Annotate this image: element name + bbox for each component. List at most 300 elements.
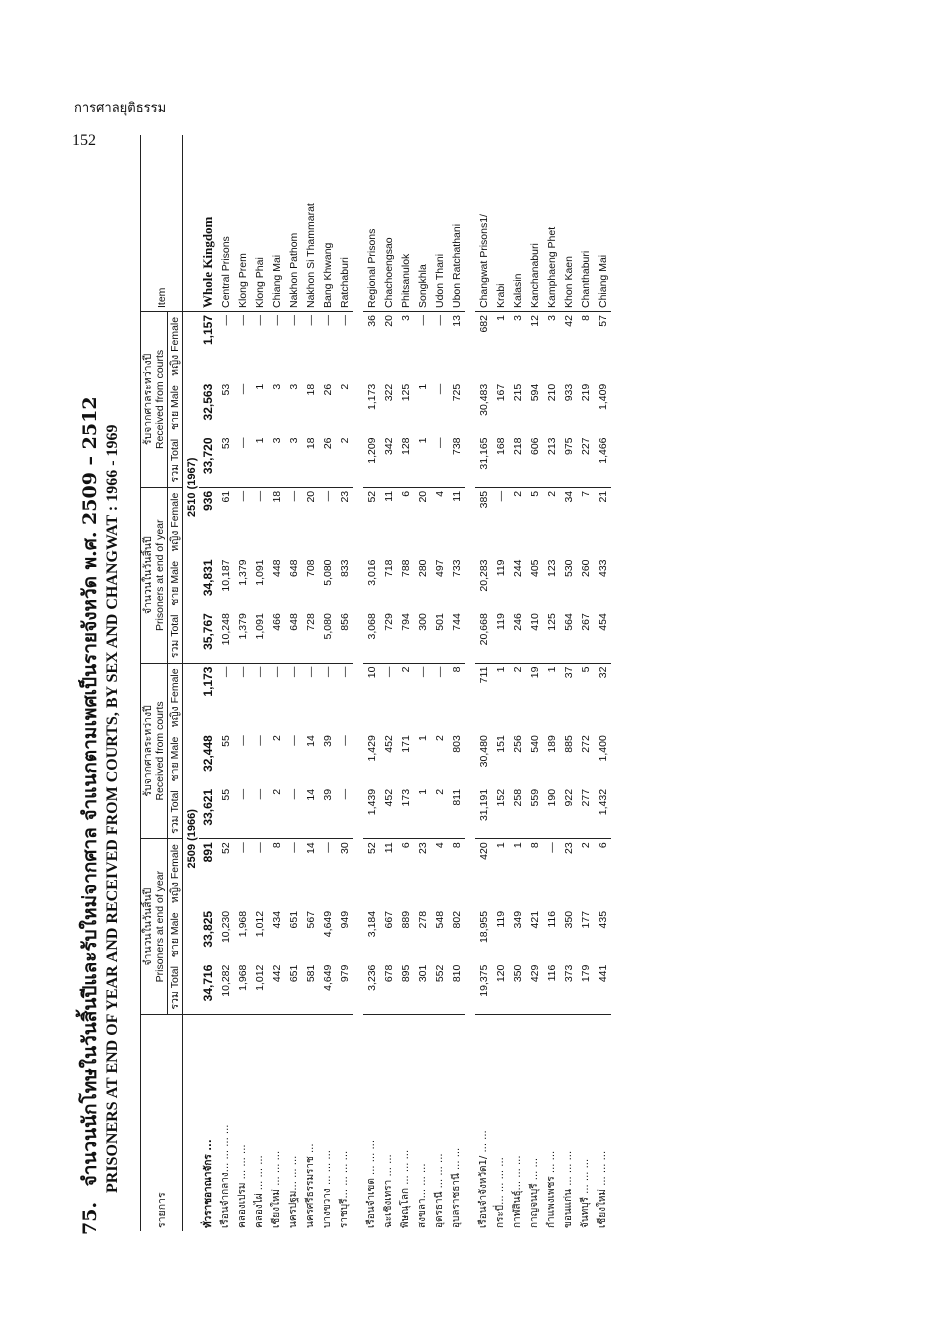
row-value-cell: 452 — [380, 786, 397, 839]
row-value-cell: 448 — [270, 559, 283, 577]
row-value-cell: 2 — [268, 786, 285, 839]
row-value-cell: 116 — [545, 910, 558, 928]
row-gap-cell — [465, 135, 475, 1231]
row-value-cell: 177 — [579, 910, 592, 929]
row-value-cell: — — [236, 383, 249, 395]
year-label-1966: 2509 (1966) — [183, 663, 200, 1014]
row-value-cell: 651 — [285, 962, 302, 1015]
row-value-cell: 350 — [509, 962, 526, 1015]
row-value-cell: 5,080 — [321, 559, 334, 586]
row-value-cell: 272 — [579, 735, 592, 753]
row-value-cell: 179 — [577, 962, 594, 1015]
row-value-cell: 718 — [382, 559, 395, 577]
row-value-cell: 1,409 — [596, 383, 609, 411]
row-value-cell: 1 — [416, 735, 429, 742]
row-value-cell: 13 — [450, 315, 463, 327]
row-value-cell: 10 — [365, 666, 378, 679]
year-spacer — [183, 135, 200, 312]
row-value-cell: 385 — [477, 490, 490, 509]
row-value-cell: 895 — [397, 962, 414, 1015]
row-value-cell: 36 — [365, 315, 378, 327]
table-row — [285, 135, 302, 1231]
row-value-cell: 342 — [380, 434, 397, 487]
row-value-cell: 128 — [397, 434, 414, 487]
row-value-cell: 1 — [494, 315, 507, 321]
row-value-cell: 802 — [450, 910, 463, 929]
row-value-cell: — — [338, 666, 351, 678]
row-value-cell: 733 — [450, 559, 463, 577]
row-value-cell: 7 — [579, 490, 592, 497]
row-value-cell: 14 — [304, 735, 317, 747]
row-value-cell: 466 — [268, 610, 285, 663]
table-row — [199, 135, 217, 1231]
row-item-english: Chiang Mai — [268, 135, 285, 312]
row-item-thai: สงขลา... ... ... — [417, 1163, 428, 1228]
row-value-cell: 10,282 — [217, 962, 234, 1015]
row-value-cell: 2 — [338, 383, 351, 390]
row-value-cell: 678 — [380, 962, 397, 1015]
row-value-cell: 4 — [433, 842, 446, 849]
row-value-cell: 1,091 — [251, 610, 268, 663]
table-row — [526, 135, 543, 1231]
row-value-cell: 3 — [285, 434, 302, 487]
row-item-english: Krabi — [492, 135, 509, 312]
rotated-table-panel — [78, 135, 898, 1235]
row-item-thai: เรือนจำเขต ... ... ... — [366, 1140, 377, 1228]
col-total: รวม Total — [168, 962, 183, 1015]
row-value-cell: 1,012 — [251, 962, 268, 1015]
row-value-cell: 322 — [382, 383, 395, 402]
row-value-cell: 5 — [579, 666, 592, 673]
row-value-cell: 889 — [399, 910, 412, 929]
row-value-cell: — — [338, 315, 351, 326]
row-value-cell: 53 — [219, 383, 232, 396]
row-value-cell: 256 — [511, 735, 524, 753]
row-item-thai: เชียงใหม่ ... ... ... — [271, 1150, 282, 1228]
row-value-cell: 20 — [382, 315, 395, 327]
col-male: ชาย Male — [168, 732, 183, 786]
row-item-english: Central Prisons — [217, 135, 234, 312]
row-value-cell: — — [433, 666, 446, 678]
row-value-cell: 125 — [543, 610, 560, 663]
row-item-thai: พิษณุโลก ... ... ... — [400, 1149, 411, 1228]
row-value-cell: 37 — [562, 666, 575, 679]
col-male: ชาย Male — [168, 556, 183, 610]
row-value-cell: 3 — [268, 434, 285, 487]
row-value-cell: 1 — [414, 786, 431, 839]
row-value-cell: 218 — [509, 434, 526, 487]
table-row — [594, 135, 611, 1231]
table-row — [234, 135, 251, 1231]
row-value-cell: 540 — [528, 735, 541, 753]
row-value-cell: 936 — [201, 490, 215, 511]
row-value-cell: 606 — [526, 434, 543, 487]
row-value-cell: — — [416, 666, 429, 678]
row-value-cell: 1,091 — [253, 559, 266, 586]
row-value-cell: 1,173 — [365, 383, 378, 411]
row-value-cell: — — [321, 490, 334, 502]
group-end-th: จำนวนในวันสิ้นปี — [142, 887, 154, 966]
table-row — [577, 135, 594, 1231]
col-total: รวม Total — [168, 610, 183, 663]
row-value-cell: 3,236 — [363, 962, 380, 1015]
row-value-cell: 3,184 — [365, 910, 378, 938]
row-value-cell: 885 — [562, 735, 575, 753]
row-value-cell: 227 — [577, 434, 594, 487]
row-value-cell: — — [321, 666, 334, 678]
row-item-english: Chachoengsao — [380, 135, 397, 312]
table-row — [319, 135, 336, 1231]
row-value-cell: — — [270, 315, 283, 326]
row-item-thai: คลองไผ่ ... ... ... — [254, 1155, 265, 1228]
header-group-end-b — [141, 487, 168, 663]
row-value-cell: 810 — [448, 962, 465, 1015]
row-value-cell: 34 — [562, 490, 575, 503]
table-row — [380, 135, 397, 1231]
row-value-cell: 552 — [431, 962, 448, 1015]
row-item-english: Ubon Ratchathani — [448, 135, 465, 312]
table-row — [560, 135, 577, 1231]
row-value-cell: 18 — [302, 434, 319, 487]
row-value-cell: 4,649 — [321, 910, 334, 938]
row-value-cell: 10,248 — [217, 610, 234, 663]
row-value-cell: 594 — [528, 383, 541, 402]
row-value-cell: — — [219, 315, 232, 326]
group-recv-en: Received from courts — [154, 701, 166, 801]
row-value-cell: 410 — [526, 610, 543, 663]
table-row — [543, 135, 560, 1231]
row-value-cell: — — [382, 666, 395, 678]
row-value-cell: — — [253, 490, 266, 502]
row-value-cell: 23 — [416, 842, 429, 854]
row-value-cell: 1 — [494, 842, 507, 849]
row-value-cell: 1,173 — [201, 666, 215, 697]
row-value-cell: 548 — [433, 910, 446, 929]
row-value-cell: 244 — [511, 559, 524, 577]
table-row — [217, 135, 234, 1231]
row-value-cell: 11 — [450, 490, 463, 502]
row-value-cell: 42 — [562, 315, 575, 327]
row-item-english: Songkhla — [414, 135, 431, 312]
row-value-cell: 1,432 — [594, 786, 611, 839]
table-row — [448, 135, 465, 1231]
row-value-cell: 1,429 — [365, 735, 378, 762]
row-value-cell: 2 — [336, 434, 353, 487]
row-value-cell: 120 — [492, 962, 509, 1015]
row-value-cell: 119 — [494, 559, 507, 577]
row-value-cell: 3,016 — [365, 559, 378, 586]
header-item-thai: รายการ — [141, 1015, 183, 1232]
row-value-cell: 258 — [509, 786, 526, 839]
table-row — [397, 135, 414, 1231]
row-value-cell: 33,621 — [199, 786, 217, 839]
row-value-cell: 30,480 — [477, 735, 490, 768]
row-value-cell: 119 — [494, 910, 507, 928]
row-value-cell: 501 — [431, 610, 448, 663]
row-value-cell: 6 — [399, 490, 412, 497]
row-value-cell: — — [270, 666, 283, 678]
row-value-cell: 55 — [217, 786, 234, 839]
row-value-cell: 811 — [448, 786, 465, 839]
row-item-thai: กระบี่... ... ... ... — [495, 1157, 506, 1228]
row-value-cell: 8 — [270, 842, 283, 849]
row-value-cell: 6 — [399, 842, 412, 849]
group-end-en: Prisoners at end of year — [154, 519, 166, 631]
row-value-cell: 168 — [492, 434, 509, 487]
row-value-cell: 26 — [319, 434, 336, 487]
row-value-cell: 435 — [596, 910, 609, 929]
table-row — [475, 135, 492, 1231]
running-head: การศาลยุติธรรม — [74, 101, 167, 116]
row-value-cell: 1 — [511, 842, 524, 849]
row-value-cell: 349 — [511, 910, 524, 929]
row-value-cell: 1,157 — [201, 315, 215, 346]
row-value-cell: 1,400 — [596, 735, 609, 762]
row-value-cell: 1,379 — [234, 610, 251, 663]
row-value-cell: 278 — [416, 910, 429, 929]
row-value-cell: 1 — [416, 383, 429, 390]
row-value-cell: 3 — [287, 383, 300, 390]
row-value-cell: — — [236, 735, 249, 746]
row-value-cell: 6 — [596, 842, 609, 849]
row-value-cell: 667 — [382, 910, 395, 929]
row-value-cell: — — [433, 383, 446, 395]
row-value-cell: 648 — [285, 610, 302, 663]
row-value-cell: 3 — [270, 383, 283, 390]
row-value-cell: — — [251, 786, 268, 839]
row-value-cell: 30,483 — [477, 383, 490, 416]
row-item-english: Nakhon Si Thammarat — [302, 135, 319, 312]
header-group-recv-a — [141, 663, 168, 839]
row-item-english: Nakhon Pathom — [285, 135, 302, 312]
row-value-cell: 373 — [560, 962, 577, 1015]
row-value-cell: 125 — [399, 383, 412, 402]
row-value-cell: 1,968 — [236, 910, 249, 938]
row-value-cell: — — [236, 490, 249, 502]
table-row — [302, 135, 319, 1231]
row-item-english: Phitsanulok — [397, 135, 414, 312]
row-value-cell: — — [431, 434, 448, 487]
row-value-cell: — — [253, 315, 266, 326]
row-value-cell: 34,716 — [199, 962, 217, 1015]
row-value-cell: 1 — [545, 666, 558, 673]
row-value-cell: 2 — [399, 666, 412, 673]
row-value-cell: 421 — [528, 910, 541, 929]
row-item-english: Kanchanaburi — [526, 135, 543, 312]
row-value-cell: — — [304, 315, 317, 326]
title-thai: จำนวนนักโทษในวันสิ้นปีและรับใหม่จากศาล จำแนกตามเพศเป็นรายจังหวัด พ.ศ. 2509 – 2512 — [79, 396, 101, 1187]
row-value-cell: — — [253, 842, 266, 853]
row-value-cell: 434 — [270, 910, 283, 929]
row-item-english: Udon Thani — [431, 135, 448, 312]
row-value-cell: 856 — [336, 610, 353, 663]
row-item-thai: บางขวาง ... ... ... — [322, 1150, 333, 1228]
table-row — [363, 135, 380, 1231]
row-value-cell: 1 — [253, 383, 266, 390]
row-value-cell: — — [287, 735, 300, 746]
row-value-cell: 1,209 — [363, 434, 380, 487]
row-value-cell: 119 — [492, 610, 509, 663]
col-male: ชาย Male — [168, 381, 183, 435]
year-label-1967: 2510 (1967) — [183, 312, 200, 664]
row-value-cell: 728 — [302, 610, 319, 663]
page-number: 152 — [72, 132, 96, 149]
row-value-cell: 34,831 — [201, 559, 215, 597]
row-item-thai: กำแพงเพชร ... ... — [546, 1150, 557, 1228]
row-value-cell: 167 — [494, 383, 507, 402]
row-value-cell: 267 — [577, 610, 594, 663]
title-english: PRISONERS AT END OF YEAR AND RECEIVED FROM COURTS, BY SEX AND CHANGWAT : 1966 - 1969 — [104, 424, 121, 1193]
row-value-cell: 171 — [399, 735, 412, 753]
row-item-english: Ratchaburi — [336, 135, 353, 312]
row-value-cell: — — [253, 735, 266, 746]
row-value-cell: 441 — [594, 962, 611, 1015]
group-recv-th: รับจากศาลระหว่างปี — [142, 353, 154, 446]
row-value-cell: 922 — [560, 786, 577, 839]
row-value-cell: — — [234, 434, 251, 487]
table-number: 75. — [79, 1201, 101, 1235]
row-item-english: Regional Prisons — [363, 135, 380, 312]
row-value-cell: — — [338, 735, 351, 746]
row-value-cell: — — [287, 842, 300, 853]
table-row — [509, 135, 526, 1231]
group-recv-th: รับจากศาลระหว่างปี — [142, 705, 154, 797]
row-value-cell: 3,068 — [363, 610, 380, 663]
row-value-cell: 350 — [562, 910, 575, 929]
row-value-cell: 405 — [528, 559, 541, 577]
row-value-cell: 152 — [492, 786, 509, 839]
row-item-english: Khon Kaen — [560, 135, 577, 312]
row-value-cell: 116 — [543, 962, 560, 1015]
row-value-cell: — — [336, 786, 353, 839]
row-item-thai: เรือนจำจังหวัด1/ ... ... — [478, 1130, 489, 1228]
header-item-english: Item — [141, 135, 183, 312]
row-value-cell: — — [287, 666, 300, 678]
row-value-cell: 14 — [304, 842, 317, 854]
row-value-cell: 52 — [365, 842, 378, 854]
col-female: หญิง Female — [168, 487, 183, 556]
table-body — [183, 135, 612, 1231]
row-value-cell: — — [304, 666, 317, 678]
row-value-cell: 280 — [416, 559, 429, 577]
col-female: หญิง Female — [168, 839, 183, 908]
row-value-cell: 18 — [270, 490, 283, 503]
row-value-cell: 711 — [477, 666, 490, 684]
row-value-cell: 61 — [219, 490, 232, 503]
row-value-cell: 3 — [399, 315, 412, 321]
row-value-cell: 794 — [397, 610, 414, 663]
row-value-cell: 833 — [338, 559, 351, 577]
row-value-cell: 190 — [543, 786, 560, 839]
row-value-cell: 14 — [302, 786, 319, 839]
row-item-english: Chanthaburi — [577, 135, 594, 312]
row-value-cell: — — [236, 315, 249, 326]
row-value-cell: 454 — [594, 610, 611, 663]
row-value-cell: 2 — [511, 490, 524, 497]
row-value-cell: 2 — [511, 666, 524, 673]
row-value-cell: 567 — [304, 910, 317, 929]
row-value-cell: 738 — [448, 434, 465, 487]
row-value-cell: 1,968 — [234, 962, 251, 1015]
row-value-cell: 39 — [321, 735, 334, 747]
row-value-cell: 173 — [397, 786, 414, 839]
row-value-cell: 933 — [562, 383, 575, 402]
col-male: ชาย Male — [168, 908, 183, 962]
row-item-english: Kamphaeng Phet — [543, 135, 560, 312]
row-value-cell: 682 — [477, 315, 490, 333]
col-total: รวม Total — [168, 786, 183, 839]
col-female: หญิง Female — [168, 663, 183, 732]
row-value-cell: 8 — [450, 666, 463, 673]
row-value-cell: 8 — [579, 315, 592, 321]
row-value-cell: — — [321, 315, 334, 326]
row-item-thai: กาฬสินธุ์... ... ... — [512, 1155, 523, 1228]
row-value-cell: 1,379 — [236, 559, 249, 586]
row-value-cell: 891 — [201, 842, 215, 863]
table-row — [492, 135, 509, 1231]
row-value-cell: 442 — [268, 962, 285, 1015]
row-item-english: Klong Prem — [234, 135, 251, 312]
row-value-cell: 725 — [450, 383, 463, 402]
row-item-thai: อุดรธานี ... ... ... — [434, 1153, 445, 1228]
row-value-cell: 260 — [579, 559, 592, 577]
row-value-cell: 788 — [399, 559, 412, 577]
row-value-cell: 300 — [414, 610, 431, 663]
row-gap — [353, 135, 363, 1231]
row-value-cell: — — [219, 666, 232, 678]
row-value-cell: 5 — [528, 490, 541, 497]
group-end-th: จำนวนในวันสิ้นปี — [142, 536, 154, 615]
row-value-cell: 3 — [545, 315, 558, 321]
row-item-thai: นครศรีธรรมราช ... — [305, 1143, 316, 1228]
row-item-english: Bang Khwang — [319, 135, 336, 312]
row-value-cell: 213 — [543, 434, 560, 487]
row-value-cell: 651 — [287, 910, 300, 929]
row-value-cell: 2 — [433, 735, 446, 742]
row-item-thai: ราชบุรี... ... ... ... — [339, 1150, 350, 1228]
row-gap-cell — [353, 135, 363, 1231]
row-value-cell: 1 — [414, 434, 431, 487]
row-value-cell: 5,080 — [319, 610, 336, 663]
row-value-cell: 452 — [382, 735, 395, 753]
row-value-cell: 3 — [511, 315, 524, 321]
row-value-cell: 20 — [304, 490, 317, 503]
group-recv-en: Received from courts — [154, 349, 166, 450]
row-item-english: Klong Phai — [251, 135, 268, 312]
row-value-cell: 33,720 — [199, 434, 217, 487]
row-value-cell: 246 — [509, 610, 526, 663]
table-title — [78, 135, 124, 1235]
row-value-cell: 2 — [431, 786, 448, 839]
row-value-cell: 11 — [382, 490, 395, 502]
row-value-cell: — — [287, 315, 300, 326]
row-value-cell: 26 — [321, 383, 334, 396]
row-value-cell: 744 — [448, 610, 465, 663]
row-value-cell: 31,165 — [475, 434, 492, 487]
row-value-cell: 31,191 — [475, 786, 492, 839]
row-item-english: Kalasin — [509, 135, 526, 312]
row-value-cell: 2 — [579, 842, 592, 849]
row-item-english: Whole Kingdom — [199, 135, 217, 312]
row-value-cell: 23 — [338, 490, 351, 503]
row-value-cell: 33,825 — [201, 910, 215, 948]
row-value-cell: 2 — [545, 490, 558, 497]
row-value-cell: 10,230 — [219, 910, 232, 944]
row-item-thai: จันทบุรี ... ... ... — [580, 1158, 591, 1228]
row-item-thai: ฉะเชิงเทรา ... ... — [383, 1154, 394, 1228]
row-value-cell: 189 — [545, 735, 558, 753]
row-value-cell: 803 — [450, 735, 463, 753]
